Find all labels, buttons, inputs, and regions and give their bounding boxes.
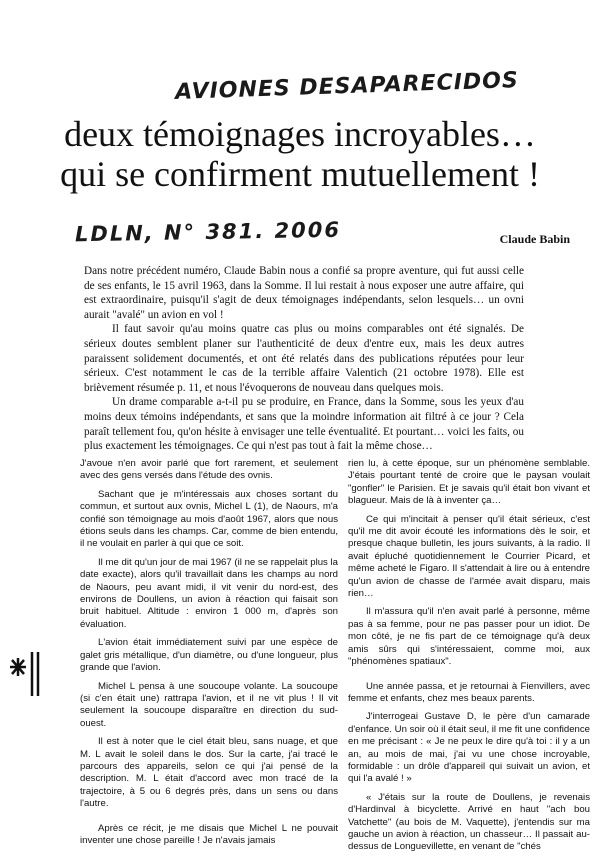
body-paragraph: Ce qui m'incitait à penser qu'il était sérieux, c'est qu'il me dit avoir écouté les informations dès le soir, et presque chaque bulletin, les jours suivants, à la radio. Il avait épluché quotidiennement le Courrier Picard, et même acheté le Figaro. Il s'attendait à lire ou à entendre qu'un avion de chasse de l'armée avait disparu, mais rien…	[348, 513, 590, 600]
body-paragraph: Il est à noter que le ciel était bleu, sans nuage, et que M. L avait le soleil dans le dos. Sur la carte, j'ai tracé le parcours des appareils, selon ce qui j'ai pensé de la description. M. L était d'accord avec mon tracé de la trajectoire, à 5 ou 6 degrés près, dans un sens ou dans l'autre.	[80, 736, 338, 810]
intro-paragraph: Un drame comparable a-t-il pu se produire, en France, dans la Somme, sous les yeux d'au moins deux témoins indépendants, et sans que la moindre information ait filtré à ce jour ? Cela paraît tellement fou, qu'on hésite à envisager une telle éventualité. Et pourtant… voici les faits, ou plus exactement les témoignages. Ce qui n'est pas tout à fait la même chose…	[84, 396, 524, 453]
body-paragraph: Il m'assura qu'il n'en avait parlé à personne, même pas à sa femme, pour ne pas passer pour un idiot. De mon côté, je ne fis part de ce témoignage qu'à deux amis sûrs qui s'intéressaient, comme moi, aux "phénomènes spatiaux".	[348, 606, 590, 668]
handwritten-reference: LDLN, N° 381. 2006	[74, 217, 342, 247]
intro-paragraph: Dans notre précédent numéro, Claude Babin nous a confié sa propre aventure, qui fut aussi celle de ses enfants, le 15 avril 1963, dans la Somme. Il lui restait à nous exposer une autre affaire, qui est extraordinaire, puisqu'il s'agit de deux témoignages indépendants, selon lesquels… un ovni aurait "avalé" un avion en vol !	[84, 265, 524, 321]
title-line-2: qui se confirment mutuellement !	[60, 154, 540, 194]
intro-paragraphs	[84, 264, 524, 454]
handwritten-title: AVIONES DESAPARECIDOS	[174, 68, 520, 105]
body-paragraph: J'interrogeai Gustave D, le père d'un camarade d'enfance. Un soir où il était seul, il me fit une confidence en me précisant : « Je ne peux le dire qu'à toi : il y a un an, au mois de mai, j'ai vu une chose incroyable, formidable : un drôle d'appareil qui suivait un avion, et qui l'a avalé ! »	[348, 711, 590, 785]
body-paragraph: « J'étais sur la route de Doullens, je revenais d'Hardinval à bicyclette. Arrivé en haut "ach bou Vatchette" (au bois de M. Vaquette), j'entendis sur ma gauche un avion à réaction, un chasseur… Il passait au-dessus de Longuevillette, en venant de "chés	[348, 791, 590, 853]
body-paragraph: Michel L pensa à une soucoupe volante. La soucoupe (si c'en était une) rattrapa l'avion, et il ne vit plus ! Il vit seulement la soucoupe disparaître en direction du sud-ouest.	[80, 680, 338, 729]
intro-paragraph: Il faut savoir qu'au moins quatre cas plus ou moins comparables ont été signalés. De sérieux doutes semblent planer sur l'authenticité de deux d'entre eux, mais les deux autres paraissent solidement documentés, et ont été relatés dans des publications réputées pour leur sérieux. C'est notamment le cas de la terrible affaire Valentich (21 octobre 1978). Elle est brièvement résumée p. 11, et nous l'évoquerons de nouveau dans quelques mois.	[84, 323, 524, 394]
title-line-1: deux témoignages incroyables…	[64, 114, 536, 154]
margin-asterisk-marks	[8, 650, 48, 700]
body-paragraph: Une année passa, et je retournai à Fienvillers, avec femme et enfants, chez mes beaux parents.	[348, 680, 590, 704]
right-column	[348, 458, 590, 860]
body-paragraph: Après ce récit, je me disais que Michel L ne pouvait inventer une chose pareille ! Je n'avais jamais	[80, 822, 338, 846]
body-paragraph: L'avion était immédiatement suivi par une espèce de galet gris métallique, d'un diamètre, ou d'une longueur, plus grande que l'avion.	[80, 637, 338, 674]
left-column	[80, 458, 338, 853]
author: Claude Babin	[499, 232, 570, 246]
body-paragraph: rien lu, à cette époque, sur un phénomène semblable. J'étais pourtant tenté de croire que le paysan voulait "gonfler" le Parisien. Et je savais qu'il était bon vivant et blagueur. Mais de là à inventer ça…	[348, 458, 590, 507]
body-paragraph: Sachant que je m'intéressais aux choses sortant du commun, et surtout aux ovnis, Michel L (1), de Naours, m'a confié son témoignage au mois d'août 1967, alors que nous étions seuls dans les champs. Car, comme de bien entendu, il ne voulait en parler à qui que ce soit.	[80, 488, 338, 550]
body-paragraph: Il me dit qu'un jour de mai 1967 (il ne se rappelait plus la date exacte), alors qu'il travaillait dans les champs au nord de Naours, peu avant midi, il vit venir du nord-est, des environs de Doullens, un avion à réaction qui faisait son bruit habituel. Altitude : environ 1 000 m, d'après son évaluation.	[80, 556, 338, 630]
body-paragraph: J'avoue n'en avoir parlé que fort rarement, et seulement avec des gens versés dans l'étude des ovnis.	[80, 458, 338, 482]
